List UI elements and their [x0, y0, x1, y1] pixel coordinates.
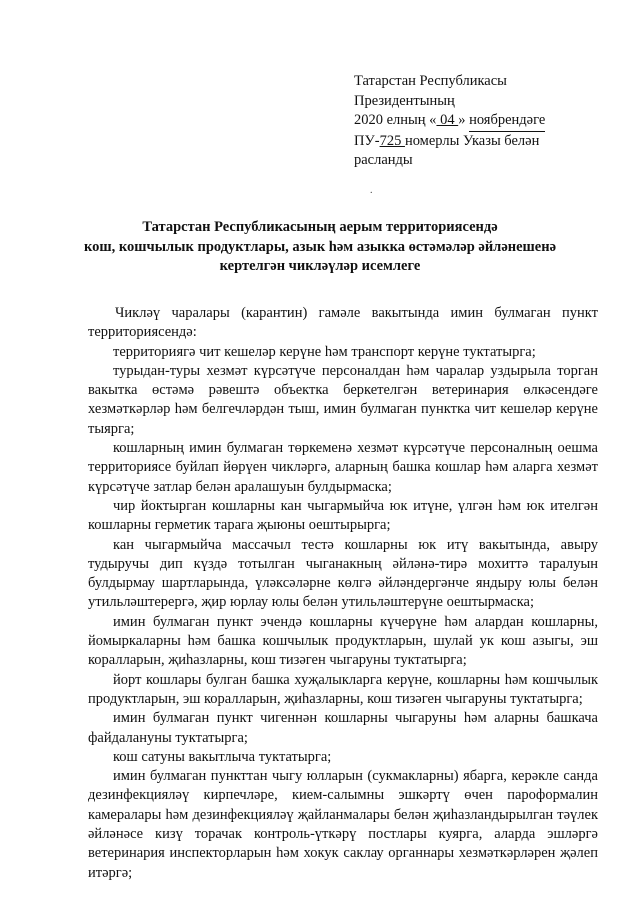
approval-line-president: Президентының: [354, 92, 455, 109]
title-line-1: Татарстан Республикасының аерым территориясендә: [142, 219, 498, 235]
list-item: йорт кошлары булган башка хуҗалыкларга керүне, кошларны һәм кошчылык продуктларын, эш коралларын, җиһазларны, кош тизәген чыгаруны туктатырга;: [88, 671, 598, 707]
decree-suffix: номерлы Указы белән: [404, 132, 540, 149]
date-month: ноябрендәге: [469, 111, 545, 132]
approval-line-date: [354, 111, 545, 132]
date-prefix: 2020 елның «: [354, 112, 437, 128]
decree-prefix: ПУ-: [354, 132, 380, 149]
decree-number: 725: [379, 132, 405, 149]
list-item: имин булмаган пункт эчендә кошларны күчерүне һәм алардан кошларны, йомыркаларны һәм башка кошчылык продуктларын, шулай ук кош азыгы, эш коралларын, җиһазларны, кош тизәген чыгаруны туктатырга;: [88, 613, 598, 669]
document-title: [40, 218, 600, 277]
body-intro: Чикләү чаралары (карантин) гамәле вакытында имин булмаган пункт территориясендә:: [88, 305, 598, 341]
list-item: кан чыгармыйча массачыл тестә кошларны юк итү вакытында, авыру тудыручы дип күздә тотылган чыганакның әйләнә-тирә мохиттә таралуын булдырмау шартларында, үләксәләрне көлгә әйләндергәнче яндыру юлы белән утильләштерергә, җир юрлау юлы белән утильләштерүне оештырмаска;: [88, 536, 598, 611]
title-line-3: кертелгән чикләүләр исемлеге: [219, 258, 421, 274]
title-line-2: кош, кошчылык продуктлары, азык һәм азыкка өстәмәләр әйләнешенә: [83, 238, 557, 255]
approval-line-decree: [354, 132, 545, 152]
date-day: 04: [436, 112, 459, 128]
list-item: кошларның имин булмаган төркеменә хезмәт күрсәтүче персоналның оешма территориясе буйлап йөрүен чикләргә, аларның башка кошлар һәм аларга хезмәт күрсәтүче затлар белән аралашуын булдырмаска;: [88, 440, 598, 495]
approval-stamp: [354, 72, 545, 171]
list-item: имин булмаган пункт чигеннән кошларны чыгаруны һәм аларны башкача файдалануны туктатырга;: [88, 710, 598, 746]
scan-dot: .: [370, 185, 373, 196]
list-item: территориягә чит кешеләр керүне һәм транспорт керүне туктатырга;: [113, 343, 536, 360]
list-item: кош сатуны вакытлыча туктатырга;: [113, 748, 332, 765]
list-item: имин булмаган пункттан чыгу юлларын (сукмакларны) ябарга, керәкле санда дезинфекцияләү кирпечләре, кием-салымны эшкәртү өчен пароформалин камералары һәм дезинфекцияләү җайланмалары белән җиһазландырылган тәүлек әйләнәсе кизү торачак контроль-үткәрү постлары куярга, аларда эшләргә ветеринария инспекторларын һәм хокук саклау органнары хезмәткәрләрен җәлеп итәргә;: [88, 768, 598, 881]
approval-line-approved: расланды: [354, 152, 413, 168]
list-item: турыдан-туры хезмәт күрсәтүче персоналдан һәм чаралар уздырыла торган вакытка өстәмә рәвештә объектка беркетелгән ветеринария өлкәсендәге хезмәткәрләр һәм белгечләрдән тыш, имин булмаган пунктка чит кешеләр керүне тыярга;: [88, 362, 598, 437]
approval-line-republic: Татарстан Республикасы: [354, 73, 507, 89]
document-body: [88, 304, 598, 883]
list-item: чир йоктырган кошларны кан чыгармыйча юк итүне, үлгән һәм юк ителгән кошларны герметик тарага җыюны оештырырга;: [88, 497, 598, 534]
date-mid: »: [458, 112, 470, 128]
